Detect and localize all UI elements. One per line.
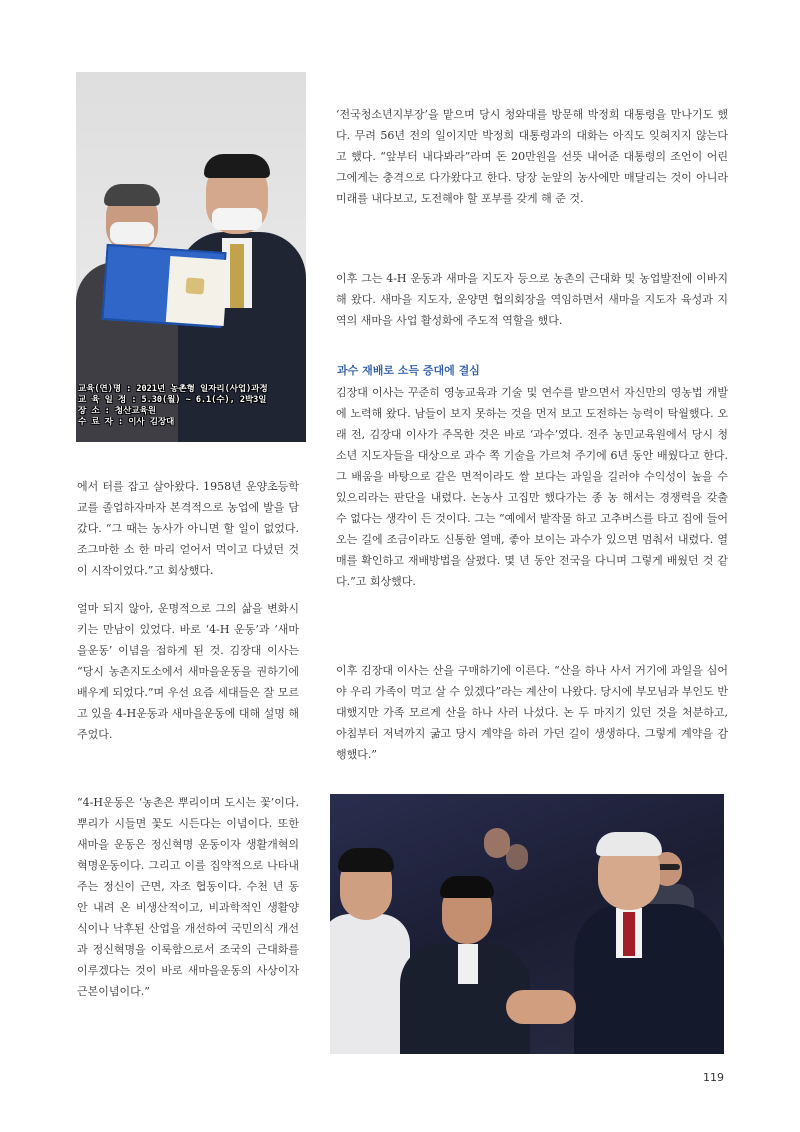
photo-handshake-hands	[506, 990, 576, 1024]
photo-right-person-tie	[230, 244, 244, 308]
body-paragraph: 이후 그는 4-H 운동과 새마을 지도자 등으로 농촌의 근대화 및 농업발전에 이바지해 왔다. 새마을 지도자, 운양면 협의회장을 역임하면서 새마을 지도자 육성과 지역의 새마을 사업 활성화에 주도적 역할을 했다.	[336, 272, 728, 327]
photo-young-man-hair	[440, 876, 494, 898]
photo-caption-overlay	[76, 384, 306, 428]
right-paragraph-4	[336, 660, 728, 765]
body-paragraph: ‘전국청소년지부장’을 맡으며 당시 청와대를 방문해 박정희 대통령을 만나기도 했다. 무려 56년 전의 일이지만 박정희 대통령과의 대화는 아직도 잊혀지지 않는다고 했다. “앞부터 내다봐라”라며 돈 20만원을 선뜻 내어준 대통령의 조언이 어린 그에게는 충격으로 다가왔다고 한다. 당장 눈앞의 농사에만 매달리는 것이 아니라 미래를 내다보고, 도전해야 할 포부를 갖게 해 준 것.	[336, 108, 728, 205]
right-paragraph-3	[336, 382, 728, 592]
photo-left-person-mask	[110, 222, 154, 244]
photo-president-hair	[596, 832, 662, 856]
photo-certificate-ceremony	[76, 72, 306, 442]
photo-caption-line: 수 료 자 : 이사 김장대	[78, 417, 175, 427]
photo-left-man-hair	[338, 848, 394, 872]
photo-caption-line: 교육(연)명 : 2021년 농촌형 일자리(사업)과정	[78, 384, 268, 394]
section-heading: 과수 재배로 소득 증대에 결심	[337, 364, 480, 377]
photo-certificate-seal	[185, 277, 204, 294]
photo-caption-line: 교 육 일 정 : 5.30(월) ~ 6.1(수), 2박3일	[78, 395, 267, 405]
left-paragraph-2	[77, 598, 299, 745]
body-paragraph: 이후 김장대 이사는 산을 구매하기에 이른다. “산을 하나 사서 거기에 과일을 심어야 우리 가족이 먹고 살 수 있겠다”라는 계산이 나왔다. 당시에 부모님과 부인도 반대했지만 가족 모르게 산을 하나 사러 나섰다. 논 두 마지기 있던 것을 처분하고, 아침부터 저녁까지 굶고 당시 계약을 하러 가던 길이 생생하다. 그렇게 계약을 감행했다.”	[336, 664, 728, 761]
photo-young-man-shirt	[458, 944, 478, 984]
body-paragraph: “4-H운동은 ‘농촌은 뿌리이며 도시는 꽃’이다. 뿌리가 시들면 꽃도 시든다는 이념이다. 또한 새마을 운동은 정신혁명 운동이자 생활개혁의 혁명운동이다. 그리고 이를 집약적으로 나타내주는 정신이 근면, 자조 협동이다. 수천 년 동안 내려 온 비생산적이고, 비과학적인 생활양식이나 낙후된 산업을 개선하여 국민의식 개선과 정신혁명을 이룩함으로서 조국의 근대화를 이루겠다는 것이 바로 새마을운동의 사상이자 근본이념이다.”	[77, 796, 299, 998]
photo-right-person-mask	[212, 208, 262, 230]
photo-left-man-body	[330, 914, 410, 1054]
photo-background-person	[506, 844, 528, 870]
photo-caption-line: 장 소 : 청산교육원	[78, 406, 156, 416]
page-number: 119	[703, 1071, 724, 1084]
right-paragraph-2	[336, 268, 728, 331]
left-paragraph-3	[77, 792, 299, 1002]
body-paragraph: 에서 터를 잡고 살아왔다. 1958년 운양초등학교를 졸업하자마자 본격적으로 농업에 발을 담갔다. “그 때는 농사가 아니면 할 일이 없었다. 조그마한 소 한 마리 얻어서 먹이고 다녔던 것이 시작이었다.”고 회상했다.	[77, 480, 299, 577]
body-paragraph: 얼마 되지 않아, 운명적으로 그의 삶을 변화시키는 만남이 있었다. 바로 ‘4-H 운동’과 ‘새마을운동’ 이념을 접하게 된 것. 김장대 이사는 “당시 농촌지도소에서 새마을운동을 권하기에 배우게 되었다.”며 우선 요즘 세대들은 잘 모르고 있을 4-H운동과 새마을운동에 대해 설명 해 주었다.	[77, 602, 299, 741]
photo-left-person-hair	[104, 184, 160, 206]
photo-president-tie	[623, 912, 635, 956]
photo-president-body	[574, 904, 724, 1054]
right-paragraph-1	[336, 104, 728, 209]
left-paragraph-1	[77, 476, 299, 581]
photo-handshake	[330, 794, 724, 1054]
body-paragraph: 김장대 이사는 꾸준히 영농교육과 기술 및 연수를 받으면서 자신만의 영농법 개발에 노력해 왔다. 남들이 보지 못하는 것을 먼저 보고 도전하는 능력이 탁월했다. 오래 전, 김장대 이사가 주목한 것은 바로 ‘과수’였다. 전주 농민교육원에서 당시 청소년 지도자들을 대상으로 과수 쪽 기술을 가르쳐 주기에 6년 동안 배웠다고 한다. 그 배움을 바탕으로 같은 면적이라도 쌀 보다는 과일을 길러야 수익성이 높을 수 있으리라는 판단을 내렸다. 논농사 고집만 했다가는 종 농 해서는 경쟁력을 갖출 수 없다는 생각이 든 것이다. 그는 “예에서 밭작물 하고 고추버스를 타고 집에 들어오는 길에 조금이라도 신통한 열매, 좋아 보이는 과수가 있으면 멈춰서 내렸다. 열매를 확인하고 재배방법을 살폈다. 몇 년 동안 전국을 다니며 그렇게 배웠던 것 같다.”고 회상했다.	[336, 386, 728, 588]
photo-right-person-hair	[204, 154, 270, 178]
